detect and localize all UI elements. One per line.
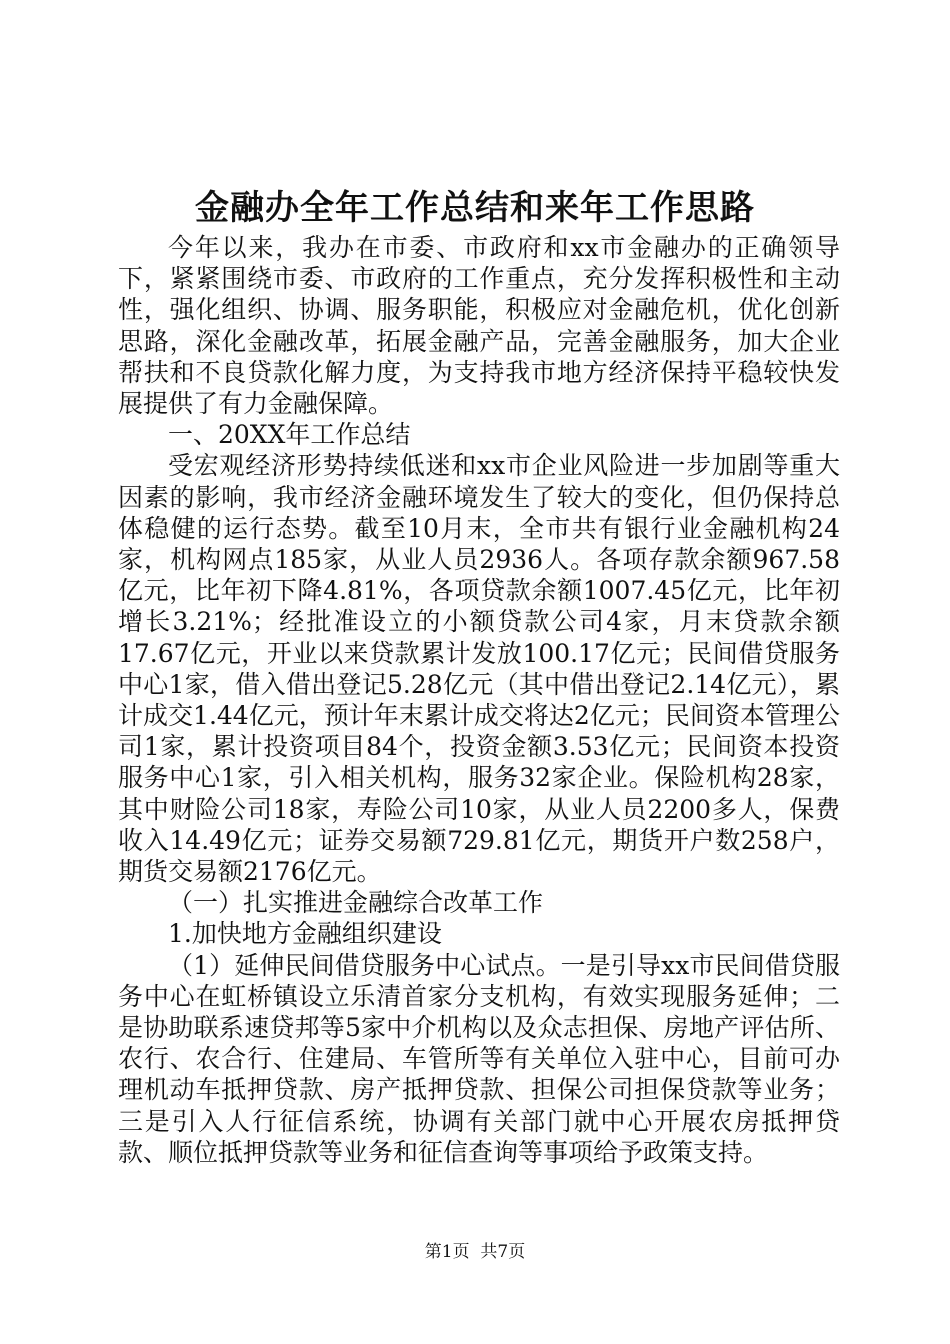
section-heading: 一、20XX年工作总结	[168, 420, 411, 450]
intro-paragraph: 今年以来，我办在市委、市政府和xx市金融办的正确领导下，紧紧围绕市委、市政府的工作重点，充分发挥积极性和主动性，强化组织、协调、服务职能，积极应对金融危机，优化创新思路，深化金融改革，拓展金融产品，完善金融服务，加大企业帮扶和不良贷款化解力度，为支持我市地方经济保持平稳较快发展提供了有力金融保障。	[118, 233, 840, 419]
item-paragraph: （1）延伸民间借贷服务中心试点。一是引导xx市民间借贷服务中心在虹桥镇设立乐清首家分支机构，有效实现服务延伸；二是协助联系速贷邦等5家中介机构以及众志担保、房地产评估所、农行、农合行、住建局、车管所等有关单位入驻中心，目前可办理机动车抵押贷款、房产抵押贷款、担保公司担保贷款等业务；三是引入人行征信系统，协调有关部门就中心开展农房抵押贷款、顺位抵押贷款等业务和征信查询等事项给予政策支持。	[118, 950, 840, 1167]
page-total: 共7页	[480, 1242, 526, 1262]
document-title: 金融办全年工作总结和来年工作思路	[195, 188, 755, 228]
page-number: 第1页	[424, 1242, 470, 1262]
document-body	[118, 232, 840, 1168]
page-footer	[0, 1240, 950, 1264]
subsection-heading: （一）扎实推进金融综合改革工作	[168, 888, 544, 918]
item-heading: 1.加快地方金融组织建设	[168, 919, 442, 949]
summary-paragraph: 受宏观经济形势持续低迷和xx市企业风险进一步加剧等重大因素的影响，我市经济金融环境发生了较大的变化，但仍保持总体稳健的运行态势。截至10月末，全市共有银行业金融机构24家，机构网点185家，从业人员2936人。各项存款余额967.58亿元，比年初下降4.81%，各项贷款余额1007.45亿元，比年初增长3.21%；经批准设立的小额贷款公司4家，月末贷款余额17.67亿元，开业以来贷款累计发放100.17亿元；民间借贷服务中心1家，借入借出登记5.28亿元（其中借出登记2.14亿元），累计成交1.44亿元，预计年末累计成交将达2亿元；民间资本管理公司1家，累计投资项目84个，投资金额3.53亿元；民间资本投资服务中心1家，引入相关机构，服务32家企业。保险机构28家，其中财险公司18家，寿险公司10家，从业人员2200多人，保费收入14.49亿元；证券交易额729.81亿元，期货开户数258户，期货交易额2176亿元。	[118, 451, 840, 887]
